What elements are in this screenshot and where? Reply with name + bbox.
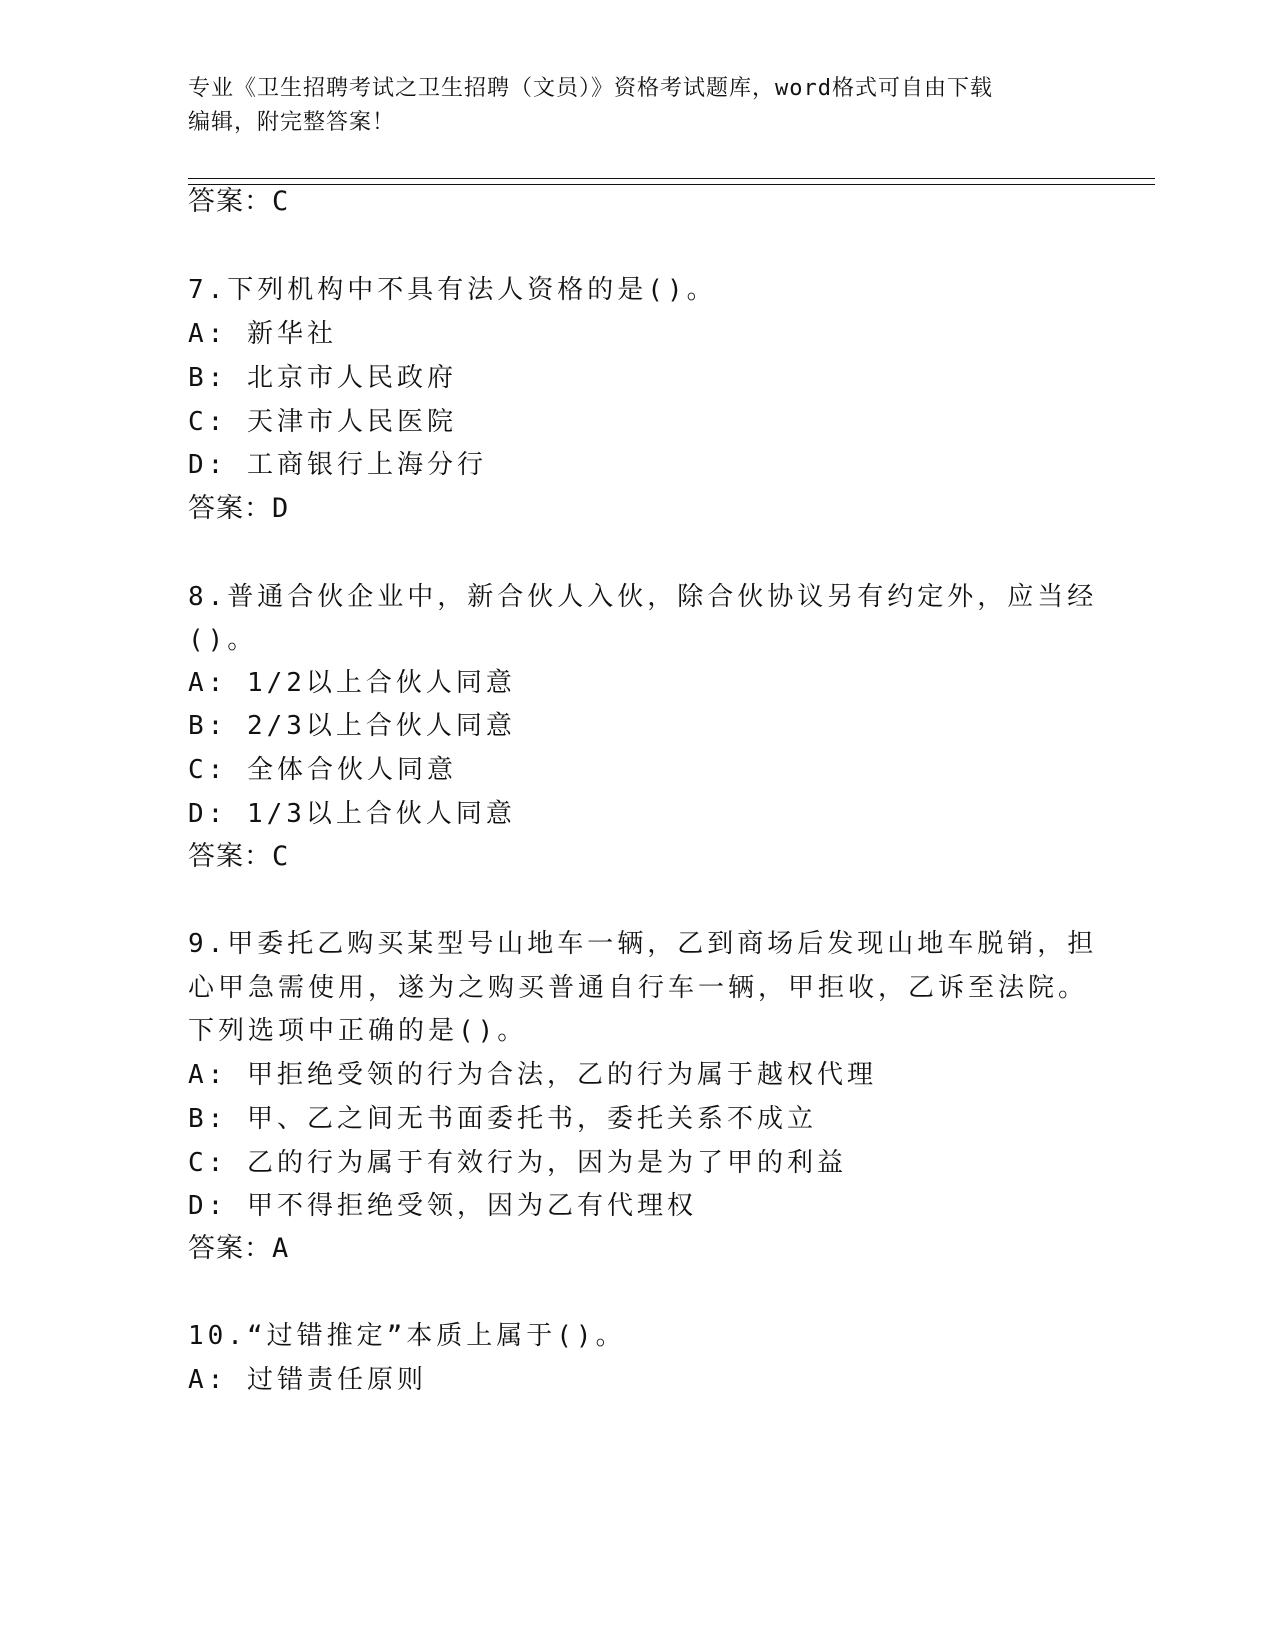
question-7-option-b: B: 北京市人民政府 (188, 363, 457, 393)
question-9-option-a: A: 甲拒绝受领的行为合法，乙的行为属于越权代理 (188, 1060, 877, 1090)
question-8-option-a: A: 1/2以上合伙人同意 (188, 668, 516, 698)
answer-label: 答案： (188, 493, 272, 524)
question-8-stem-line-2: ()。 (188, 625, 258, 655)
header-line-1: 专业《卫生招聘考试之卫生招聘（文员）》资格考试题库，word格式可自由下载 (188, 76, 993, 101)
answer-value: A (272, 1233, 290, 1264)
answer-value: D (272, 493, 290, 524)
question-9-option-d: D: 甲不得拒绝受领，因为乙有代理权 (188, 1191, 697, 1221)
answer-label: 答案： (188, 1233, 272, 1264)
question-8-option-d: D: 1/3以上合伙人同意 (188, 799, 516, 829)
question-8-option-c: C: 全体合伙人同意 (188, 755, 457, 785)
header-divider-bottom (188, 184, 1155, 185)
question-9-option-c: C: 乙的行为属于有效行为，因为是为了甲的利益 (188, 1148, 847, 1178)
question-9-option-b: B: 甲、乙之间无书面委托书，委托关系不成立 (188, 1104, 817, 1134)
document-header (188, 72, 1068, 140)
answer-label: 答案： (188, 841, 272, 872)
question-9-answer (188, 1231, 289, 1267)
question-7-option-c: C: 天津市人民医院 (188, 407, 457, 437)
header-line-2: 编辑，附完整答案！ (188, 110, 396, 135)
question-10-stem: 10.“过错推定”本质上属于()。 (188, 1321, 626, 1351)
question-8-option-b: B: 2/3以上合伙人同意 (188, 711, 516, 741)
question-7-answer (188, 491, 289, 527)
question-9-stem-line-3: 下列选项中正确的是()。 (188, 1016, 528, 1046)
answer-label: 答案： (188, 186, 272, 217)
question-9-stem-line-2: 心甲急需使用，遂为之购买普通自行车一辆，甲拒收，乙诉至法院。 (188, 973, 1089, 1003)
answer-line-prev (188, 184, 289, 220)
answer-value: C (272, 841, 290, 872)
answer-value: C (272, 186, 290, 217)
header-divider-top (188, 178, 1155, 179)
question-8-stem-line-1: 8.普通合伙企业中，新合伙人入伙，除合伙协议另有约定外，应当经 (188, 582, 1098, 612)
question-10-option-a: A: 过错责任原则 (188, 1365, 427, 1395)
question-8-answer (188, 839, 289, 875)
question-9-stem-line-1: 9.甲委托乙购买某型号山地车一辆，乙到商场后发现山地车脱销，担 (188, 929, 1098, 959)
question-7-option-d: D: 工商银行上海分行 (188, 450, 487, 480)
question-7-option-a: A: 新华社 (188, 319, 337, 349)
question-7-stem: 7.下列机构中不具有法人资格的是()。 (188, 275, 717, 305)
